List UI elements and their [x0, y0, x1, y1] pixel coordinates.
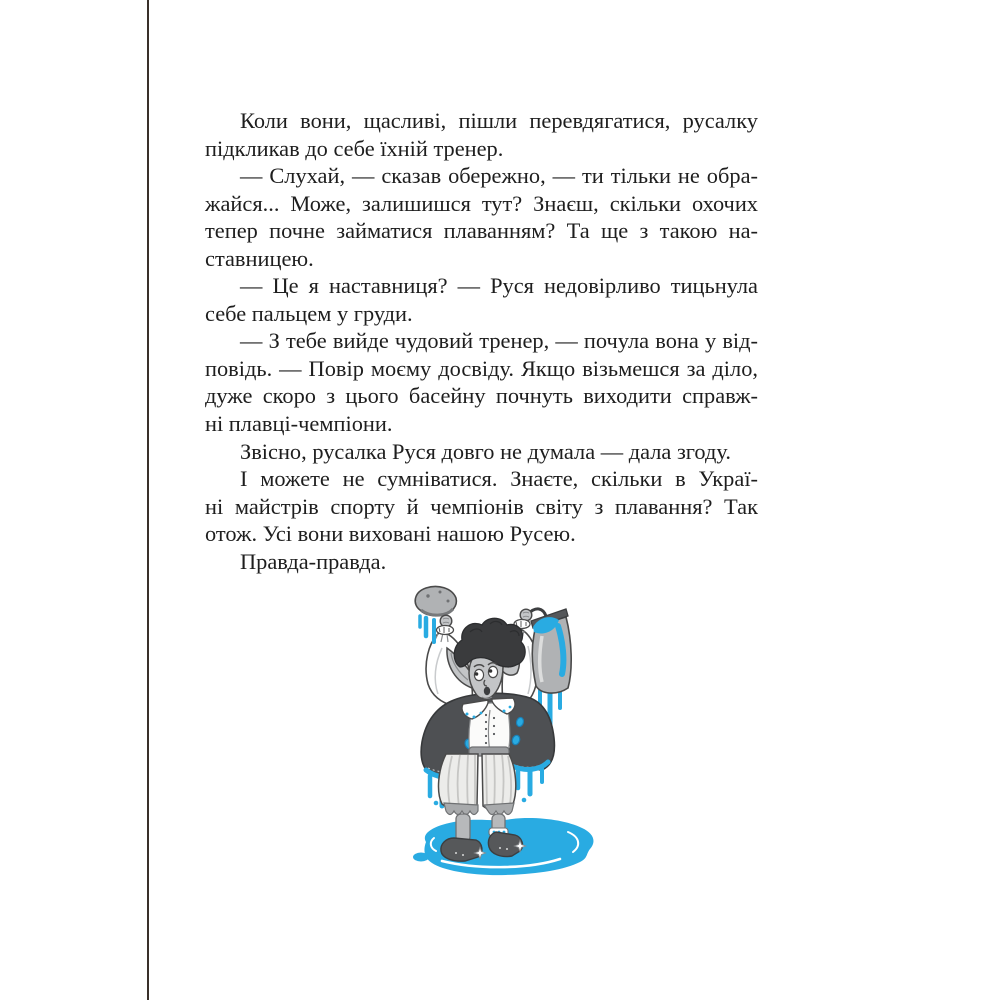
left-hand-graphic: [437, 615, 454, 634]
pants-graphic: [439, 754, 516, 815]
text-line: — З тебе вийде чудовий тренер, — почула вона у від-: [240, 328, 758, 354]
text-line: ні майстрів спорту й чемпіонів світу з плавання? Так: [205, 493, 758, 519]
text-line: — Слухай, — сказав обережно, — ти тільки не обра-: [240, 163, 758, 189]
text-line: жайся... Може, залишишся тут? Знаєш, скільки охочих: [205, 190, 758, 216]
text-line: отож. Усі вони виховані нашою Русею.: [205, 521, 576, 547]
text-line: — Це я наставниця? — Руся недовірливо тицьнула: [240, 273, 758, 299]
text-line: ставницею.: [205, 245, 314, 271]
text-line: підкликав до себе їхній тренер.: [205, 135, 504, 161]
page-edge-line: [147, 0, 149, 1000]
text-line: І можете не сумніватися. Знаєте, скільки в Украї-: [240, 466, 758, 492]
text-line: тепер почне займатися плаванням? Та ще з такою на-: [205, 218, 758, 244]
text-line: Правда-правда.: [240, 548, 387, 574]
text-line: Коли вони, щасливі, пішли перевдягатися, русалку: [240, 108, 758, 133]
text-line: дуже скоро з цього басейну почнуть виходити справж-: [205, 383, 758, 409]
text-line: ні плавці-чемпіони.: [205, 411, 393, 437]
story-text: [205, 107, 758, 575]
text-line: Звісно, русалка Руся довго не думала — дала згоду.: [240, 438, 731, 464]
text-line: себе пальцем у груди.: [205, 300, 413, 326]
illustration-house-spirit-in-puddle: [390, 570, 630, 890]
text-line: повідь. — Повір моєму досвіду. Якщо візьмешся за діло,: [205, 355, 758, 381]
